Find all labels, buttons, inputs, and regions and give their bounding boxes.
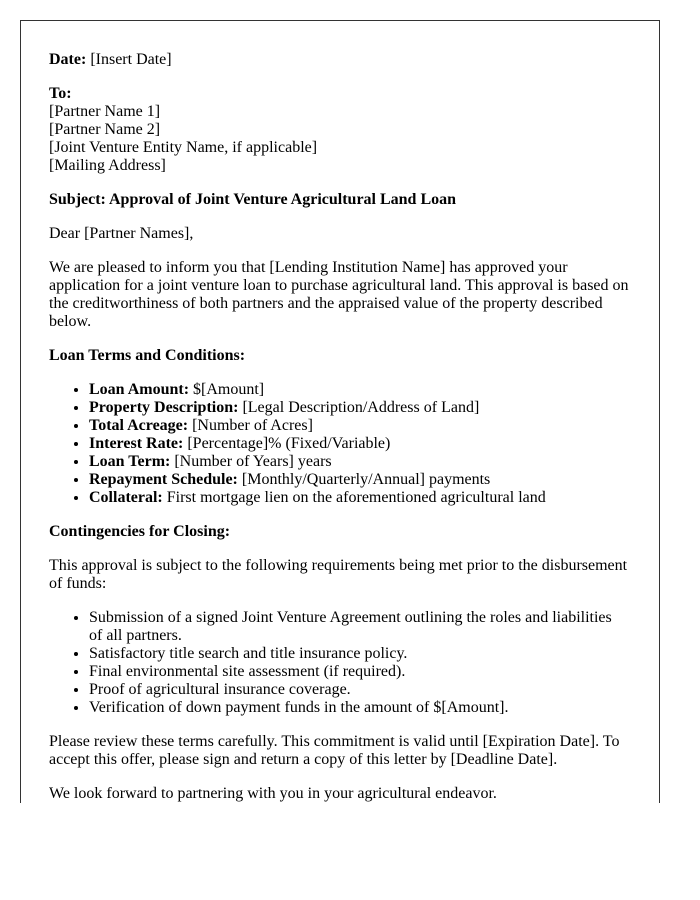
contingencies-list (49, 609, 629, 717)
list-item: • Interest Rate: [Percentage]% (Fixed/Variable) (89, 435, 629, 453)
list-item: • Repayment Schedule: [Monthly/Quarterly/Annual] payments (89, 471, 629, 489)
intro-paragraph: We are pleased to inform you that [Lending Institution Name] has approved your application for a joint venture loan to purchase agricultural land. This approval is based on the creditworthiness of both partners and the appraised value of the property described below. (49, 259, 629, 330)
contingencies-heading: Contingencies for Closing: (49, 523, 231, 540)
list-item: • Collateral: First mortgage lien on the aforementioned agricultural land (89, 489, 629, 507)
date-line: Date: [Insert Date] (49, 51, 172, 68)
salutation: Dear [Partner Names], (49, 225, 194, 242)
list-item: • Satisfactory title search and title insurance policy. (89, 645, 629, 663)
list-item: • Submission of a signed Joint Venture Agreement outlining the roles and liabilities of all partners. (89, 609, 629, 645)
list-item: • Loan Term: [Number of Years] years (89, 453, 629, 471)
list-item: • Verification of down payment funds in the amount of $[Amount]. (89, 699, 629, 717)
list-item: • Proof of agricultural insurance coverage. (89, 681, 629, 699)
recipient-block: To: [Partner Name 1] [Partner Name 2] [Joint Venture Entity Name, if applicable] [Mailing Address] (49, 85, 318, 174)
letter-page (20, 20, 660, 803)
list-item: • Final environmental site assessment (if required). (89, 663, 629, 681)
contingencies-intro: This approval is subject to the following requirements being met prior to the disbursement of funds: (49, 557, 628, 592)
list-item: • Property Description: [Legal Description/Address of Land] (89, 399, 629, 417)
subject-line: Subject: Approval of Joint Venture Agricultural Land Loan (49, 191, 457, 208)
review-paragraph: Please review these terms carefully. This commitment is valid until [Expiration Date]. To accept this offer, please sign and return a copy of this letter by [Deadline Date]. (49, 733, 620, 768)
terms-list (49, 381, 629, 507)
closing-paragraph: We look forward to partnering with you in your agricultural endeavor. (49, 785, 497, 802)
list-item: • Total Acreage: [Number of Acres] (89, 417, 629, 435)
terms-heading: Loan Terms and Conditions: (49, 347, 246, 364)
list-item: • Loan Amount: $[Amount] (89, 381, 629, 399)
